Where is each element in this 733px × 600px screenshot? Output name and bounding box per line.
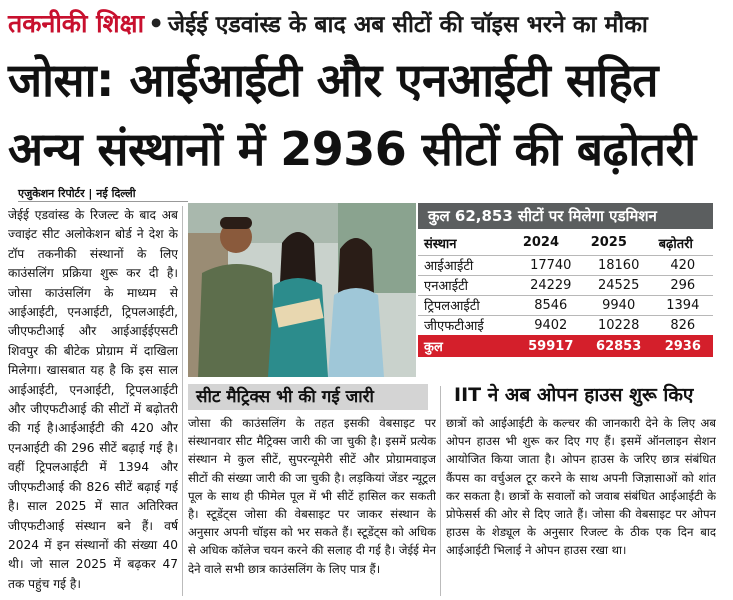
open-house-text: छात्रों को आईआईटी के कल्चर की जानकारी देने के लिए अब ओपन हाउस भी शुरू कर दिए गए हैं। इसमें ऑनलाइन सेशन आयोजित किया जाता है। ओपन हाउस के जरिए छात्र संबंधित कैंपस का वर्चुअल टूर करने के साथ अपनी जिज्ञासाओं को शांत कर सकता है। छात्रों के सवालों को जवाब संबंधित आईआईटी के प्रोफेसर्स की ओर से दिए जाते हैं। जोसा की वेबसाइट पर ओपन हाउस के शेड्यूल के अनुसार रिजल्ट के ठीक एक दिन बाद आईआईटी भिलाई ने ओपन हाउस रखा था। bbox=[446, 416, 716, 558]
seat-matrix-text: जोसा की काउंसलिंग के तहत इसकी वेबसाइट पर संस्थानवार सीट मैट्रिक्स जारी की जा चुकी है। इसमें प्रत्येक संस्थान मे कुल सीटें, सुपरन्यूमेरी सीटें और प्रोग्रामवाइज सीटों की संख्या जारी की जा चुकी है। लड़कियां जेंडर न्यूट्रल पूल के साथ ही फीमेल पूल में भी सीटें हासिल कर सकती है। स्टूडेंट्स जोसा की वेबसाइट पर जाकर संस्थान के अनुसार अपनी चॉइस को भर सकते हैं। स्टूडेंट्स को अधिक से अधिक कॉलेज चयन करने की सलाह दी गई है। जेईई मेन देने वाले सभी छात्र काउंसलिंग के लिए पात्र हैं। bbox=[188, 416, 436, 576]
table-row bbox=[418, 275, 713, 295]
table-row bbox=[418, 255, 713, 275]
table-row bbox=[418, 315, 713, 335]
open-house-heading: IIT ने अब ओपन हाउस शुरू किए bbox=[454, 384, 694, 406]
cell-increase: 826 bbox=[653, 315, 713, 335]
cell-total-2025: 62853 bbox=[585, 335, 653, 357]
students-photo-illustration bbox=[188, 203, 416, 377]
students-photo bbox=[188, 203, 416, 377]
cell-2024: 17740 bbox=[517, 255, 585, 275]
cell-institute: जीएफटीआई bbox=[418, 315, 517, 335]
cell-increase: 296 bbox=[653, 275, 713, 295]
col-header-institute: संस्थान bbox=[424, 236, 457, 252]
headline-line-2: अन्य संस्थानों में 2936 सीटों की बढ़ोतरी bbox=[8, 122, 696, 176]
column-divider-left bbox=[182, 206, 183, 596]
cell-increase: 420 bbox=[653, 255, 713, 275]
column-divider-right bbox=[440, 386, 441, 596]
kicker-bullet: • bbox=[148, 9, 165, 38]
kicker-label: तकनीकी शिक्षा bbox=[8, 9, 145, 38]
cell-institute: ट्रिपलआईटी bbox=[418, 295, 517, 315]
byline: एजुकेशन रिपोर्टर | नई दिल्ली bbox=[18, 186, 188, 202]
cell-total-2024: 59917 bbox=[517, 335, 585, 357]
seat-matrix-heading: सीट मैट्रिक्स भी की गई जारी bbox=[188, 384, 428, 410]
cell-2024: 24229 bbox=[517, 275, 585, 295]
col-header-2025: 2025 bbox=[590, 235, 627, 251]
stats-title: कुल 62,853 सीटों पर मिलेगा एडमिशन bbox=[418, 203, 713, 229]
cell-institute: एनआईटी bbox=[418, 275, 517, 295]
cell-2024: 9402 bbox=[517, 315, 585, 335]
headline-line-1: जोसा: आईआईटी और एनआईटी सहित bbox=[8, 53, 658, 107]
cell-total-increase: 2936 bbox=[653, 335, 713, 357]
col-header-2024: 2024 bbox=[522, 235, 559, 251]
cell-institute: आईआईटी bbox=[418, 255, 517, 275]
cell-2025: 9940 bbox=[585, 295, 653, 315]
kicker bbox=[8, 4, 728, 44]
seats-table bbox=[418, 231, 713, 357]
cell-2025: 18160 bbox=[585, 255, 653, 275]
cell-increase: 1394 bbox=[653, 295, 713, 315]
cell-2025: 10228 bbox=[585, 315, 653, 335]
cell-2024: 8546 bbox=[517, 295, 585, 315]
table-total-row bbox=[418, 335, 713, 357]
col-header-increase: बढ़ोतरी bbox=[658, 236, 693, 252]
kicker-text: जेईई एडवांस्ड के बाद अब सीटों की चॉइस भरने का मौका bbox=[168, 12, 648, 38]
cell-2025: 24525 bbox=[585, 275, 653, 295]
table-header-row bbox=[418, 231, 713, 255]
main-article-text: जेईई एडवांस्ड के रिजल्ट के बाद अब ज्वाइंट सीट अलोकेशन बोर्ड ने देश के टॉप तकनीकी संस्थानों के लिए काउंसलिंग प्रक्रिया शुरू कर दी है। जोसा काउंसलिंग के माध्यम से आईआईटी, एनआईटी, ट्रिपलआईटी, जीएफटीआई और आईआईईएसटी शिवपुर की बीटेक प्रोग्राम में दाखिला मिलेगा। खासबात यह है कि इस साल आईआईटी, एनआईटी, ट्रिपलआईटी और जीएफटीआई की सीटों में बढ़ोतरी की गई है।आईआईटी की 420 और एनआईटी की 296 सीटें बढ़ाई गई है। वहीं ट्रिपलआईटी में 1394 और जीएफटीआई की 826 सीटें बढ़ाई गई है। साल 2025 में सात अतिरिक्त जीएफटीआई संस्थान बने हैं। वर्ष 2024 में इन संस्थानों की संख्या 40 थी। जो साल 2025 में बढ़कर 47 तक पहुंच गई है। bbox=[8, 208, 178, 591]
cell-total-label: कुल bbox=[418, 335, 517, 357]
table-row bbox=[418, 295, 713, 315]
